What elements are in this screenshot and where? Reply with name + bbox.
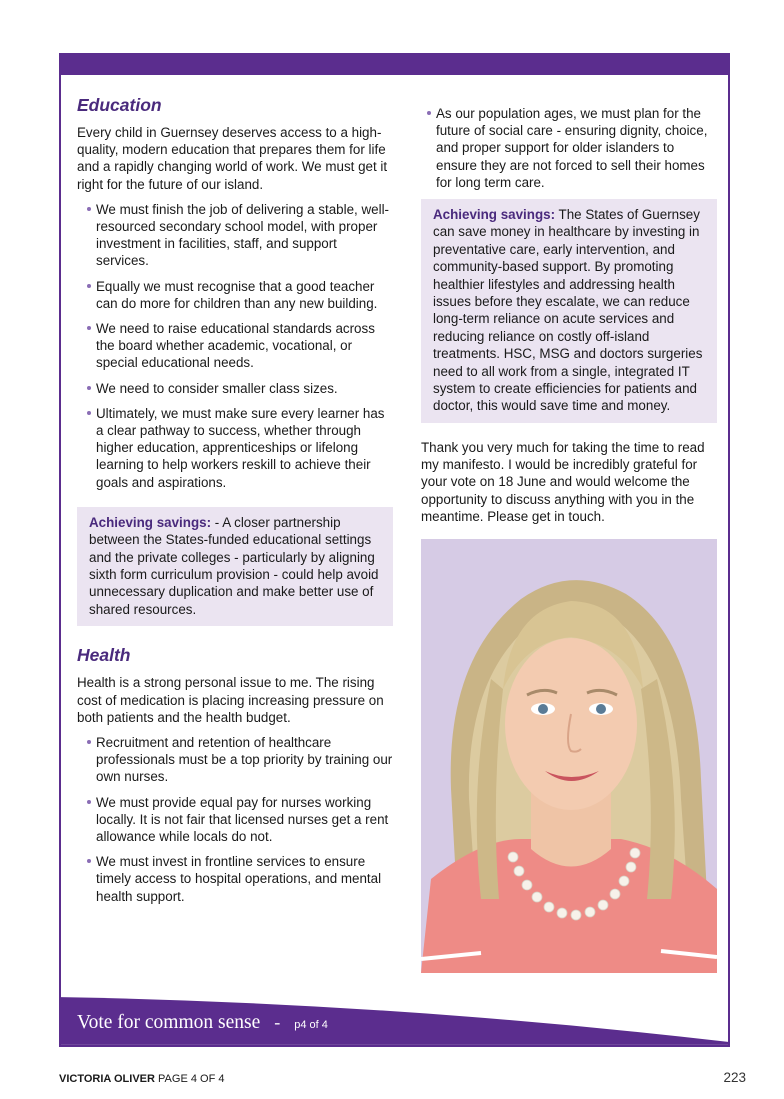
bullet-dot-icon [87, 284, 91, 288]
savings-label: Achieving savings: [433, 207, 556, 223]
list-item: We must provide equal pay for nurses working locally. It is not fair that licensed nurses get a rent allowance while locals do not. [87, 794, 393, 846]
health-savings-box [421, 199, 717, 423]
bullet-dot-icon [87, 207, 91, 211]
top-purple-bar [61, 55, 728, 75]
manifesto-page [59, 53, 730, 1047]
page-number: 223 [723, 1070, 746, 1085]
list-item: Equally we must recognise that a good teacher can do more for children than any new building. [87, 278, 393, 312]
bullet-dot-icon [87, 386, 91, 390]
candidate-photo [421, 539, 717, 973]
health-heading: Health [77, 645, 131, 666]
portrait-illustration [421, 539, 717, 973]
education-heading: Education [77, 95, 162, 115]
page-footer-name [59, 1073, 224, 1085]
savings-text: - A closer partnership between the States-funded educational settings and the private colleges - particularly by aligning sixth form curriculum provision - could help avoid unnecessary duplication and make better use of shared resources. [89, 514, 379, 617]
bullet-dot-icon [87, 740, 91, 744]
candidate-name: VICTORIA OLIVER [59, 1073, 155, 1085]
closing-paragraph: Thank you very much for taking the time to read my manifesto. I would be incredibly grateful for your vote on 18 June and would welcome the opportunity to discuss anything with you in the meantime. Please get in touch. [421, 439, 705, 524]
savings-text: The States of Guernsey can save money in healthcare by investing in preventative care, early intervention, and community-based support. By promoting healthier lifestyles and addressing health issues before they escalate, we can reduce long-term reliance on acute services and reducing reliance on costly off-island treatments. HSC, MSG and doctors surgeries need to all work from a single, integrated IT system to create efficiencies for patients and doctor, this would save time and money. [433, 207, 703, 414]
education-intro: Every child in Guernsey deserves access to a high-quality, modern education that prepares them for life and a rapidly changing world of work. We must get it right for the future of our island. [77, 125, 388, 192]
footer-dash: - [274, 1012, 281, 1032]
footer-slogan: Vote for common sense [77, 1012, 261, 1033]
list-item: We need to raise educational standards across the board whether academic, vocational, or special educational needs. [87, 320, 393, 372]
list-item: Recruitment and retention of healthcare professionals must be a top priority by training our own nurses. [87, 734, 393, 786]
right-column [421, 105, 717, 973]
footer-text-group [77, 1012, 328, 1034]
page-label: PAGE 4 OF 4 [158, 1073, 225, 1085]
savings-label: Achieving savings: [89, 514, 212, 530]
health-intro: Health is a strong personal issue to me. The rising cost of medication is placing increasing pressure on both patients and the health budget. [77, 675, 384, 725]
health-bullets [77, 734, 393, 905]
bullet-dot-icon [87, 800, 91, 804]
bullet-dot-icon [87, 326, 91, 330]
health-bullets-continued [421, 105, 717, 191]
list-item: As our population ages, we must plan for the future of social care - ensuring dignity, choice, and proper support for older islanders to ensure they are not forced to sell their homes for long term care. [427, 105, 717, 191]
education-bullets [77, 201, 393, 491]
bullet-dot-icon [427, 111, 431, 115]
bullet-dot-icon [87, 411, 91, 415]
left-column [77, 95, 393, 913]
education-savings-box [77, 507, 393, 626]
list-item: Ultimately, we must make sure every learner has a clear pathway to success, whether through higher education, apprenticeships or lifelong learning to help workers reskill to achieve their goals and aspirations. [87, 405, 393, 491]
list-item: We must invest in frontline services to ensure timely access to hospital operations, and mental health support. [87, 853, 393, 905]
bullet-dot-icon [87, 859, 91, 863]
footer-page-count: p4 of 4 [294, 1019, 328, 1031]
list-item: We need to consider smaller class sizes. [87, 380, 393, 397]
list-item: We must finish the job of delivering a stable, well-resourced secondary school model, with proper investment in facilities, staff, and support services. [87, 201, 393, 270]
